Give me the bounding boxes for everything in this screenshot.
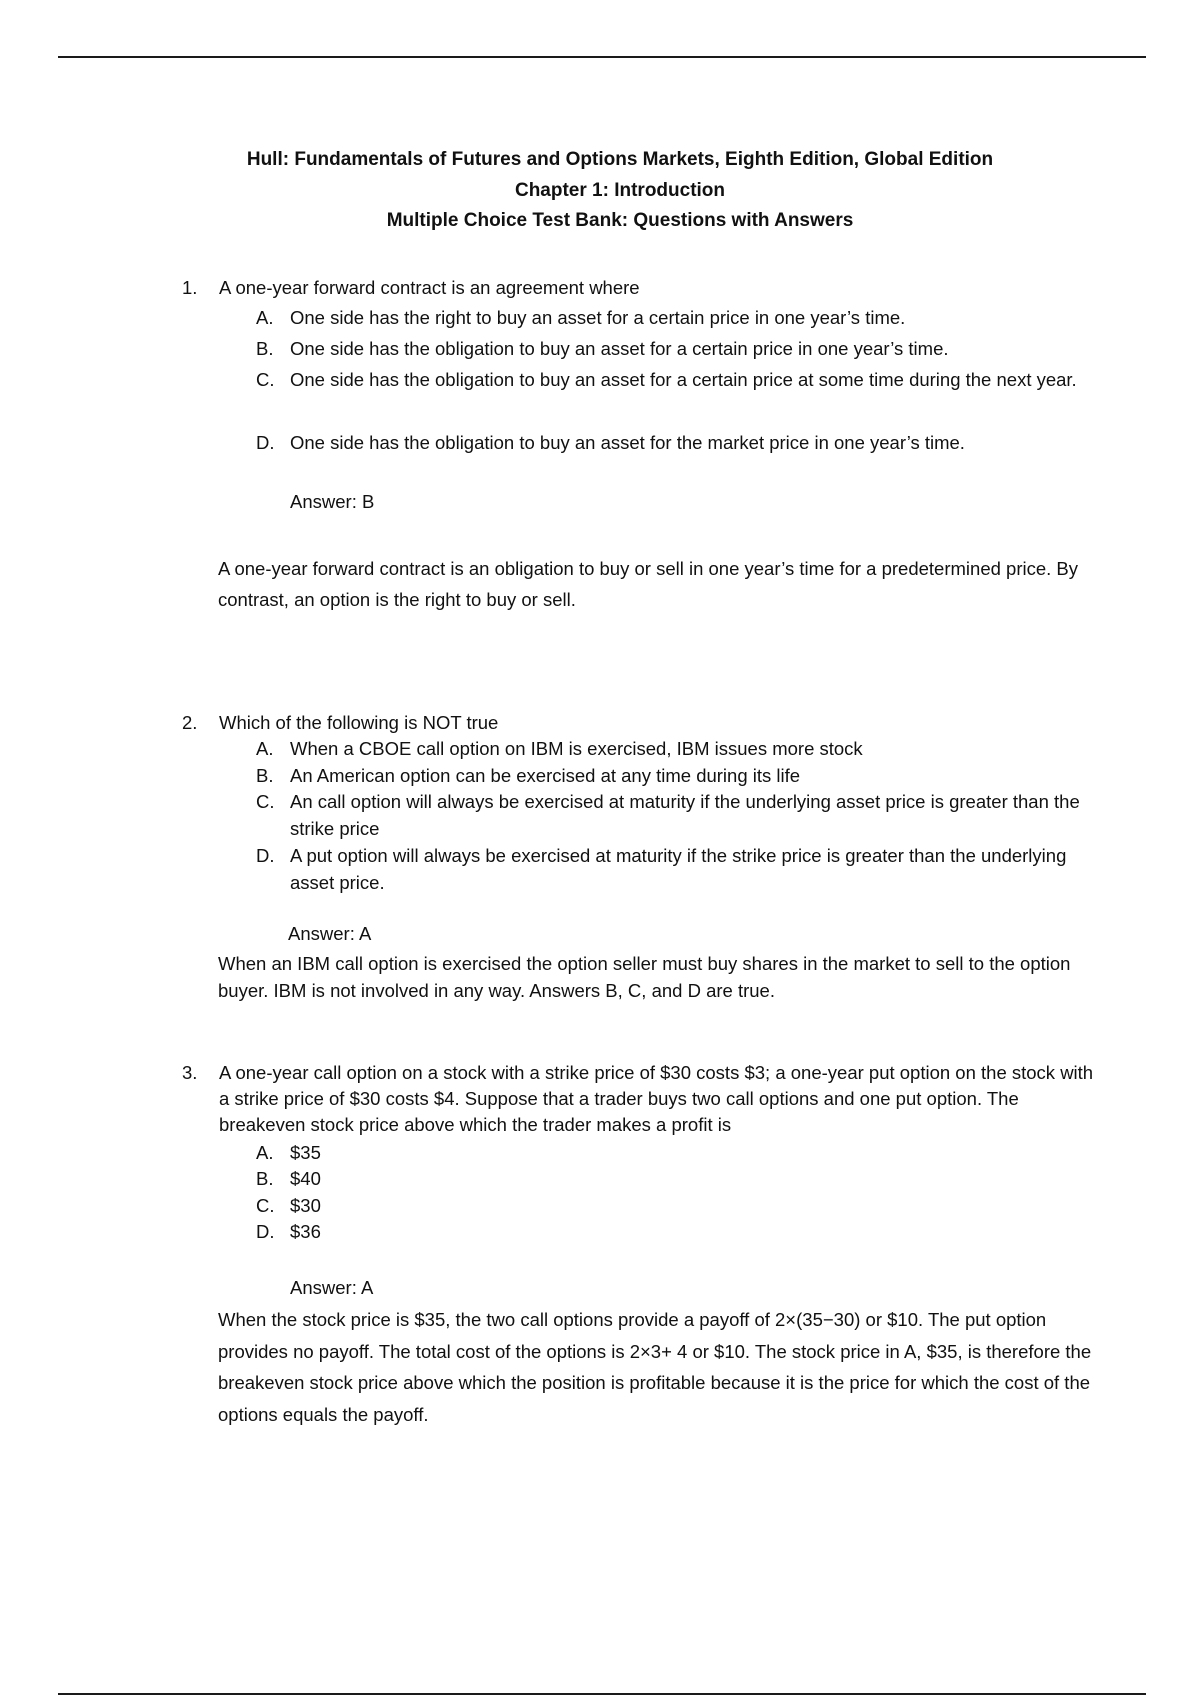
option-text: An call option will always be exercised at maturity if the underlying asset price is greater than the strike price: [290, 791, 1080, 839]
option-letter: A.: [256, 1142, 274, 1163]
option-letter: A.: [256, 738, 274, 759]
question-1: [182, 272, 1102, 472]
option-text: One side has the obligation to buy an asset for a certain price at some time during the next year.: [290, 369, 1077, 390]
option-text: An American option can be exercised at any time during its life: [290, 765, 801, 786]
option-text: When a CBOE call option on IBM is exercised, IBM issues more stock: [290, 738, 863, 759]
option-text: One side has the obligation to buy an asset for the market price in one year’s time.: [290, 432, 965, 453]
option-letter: C.: [256, 791, 275, 812]
option-letter: D.: [256, 845, 275, 866]
answer-label: Answer: A: [288, 923, 372, 944]
option-text: One side has the right to buy an asset for a certain price in one year’s time.: [290, 307, 906, 328]
answer-label: Answer: B: [290, 491, 375, 512]
option-letter: A.: [256, 307, 274, 328]
answer-explanation: When an IBM call option is exercised the option seller must buy shares in the market to sell to the option buyer. IBM is not involved in any way. Answers B, C, and D are true.: [218, 953, 1071, 1001]
option-text: $40: [290, 1168, 321, 1189]
option-letter: B.: [256, 338, 274, 359]
option-letter: B.: [256, 765, 274, 786]
question-stem: Which of the following is NOT true: [219, 712, 499, 733]
question-number: 2.: [182, 712, 198, 733]
option-text: One side has the obligation to buy an asset for a certain price in one year’s time.: [290, 338, 949, 359]
option-letter: D.: [256, 1221, 275, 1242]
question-2: [182, 709, 1102, 909]
bottom-rule: [58, 1693, 1146, 1695]
option-letter: B.: [256, 1168, 274, 1189]
answer-explanation: A one-year forward contract is an obligation to buy or sell in one year’s time for a predetermined price. By contrast, an option is the right to buy or sell.: [218, 558, 1079, 610]
answer-label: Answer: A: [290, 1277, 374, 1298]
question-stem: A one-year call option on a stock with a strike price of $30 costs $3; a one-year put option on the stock with a strike price of $30 costs $4. Suppose that a trader buys two call options and one put option. The breakeven stock price above which the trader makes a profit is: [219, 1062, 1094, 1135]
chapter-title: Chapter 1: Introduction: [514, 179, 726, 201]
question-number: 1.: [182, 277, 198, 298]
question-stem: A one-year forward contract is an agreement where: [219, 277, 640, 298]
option-letter: C.: [256, 1195, 275, 1216]
option-text: $36: [290, 1221, 321, 1242]
document-header: [0, 145, 1200, 237]
test-bank-title: Multiple Choice Test Bank: Questions with Answers: [386, 210, 854, 231]
question-number: 3.: [182, 1062, 198, 1083]
option-letter: D.: [256, 432, 275, 453]
option-text: $30: [290, 1195, 321, 1216]
answer-explanation: When the stock price is $35, the two call options provide a payoff of 2×(35−30) or $10. The put option provides no payoff. The total cost of the options is 2×3+ 4 or $10. The stock price in A, $35, is therefore the breakeven stock price above which the position is profitable because it is the price for which the cost of the options equals the payoff.: [218, 1309, 1092, 1425]
option-letter: C.: [256, 369, 275, 390]
book-title: Hull: Fundamentals of Futures and Options Markets, Eighth Edition, Global Edition: [246, 149, 994, 170]
option-text: $35: [290, 1142, 321, 1163]
option-text: A put option will always be exercised at maturity if the strike price is greater than the underlying asset price.: [290, 845, 1067, 893]
top-rule: [58, 56, 1146, 58]
question-3: [182, 1060, 1102, 1250]
